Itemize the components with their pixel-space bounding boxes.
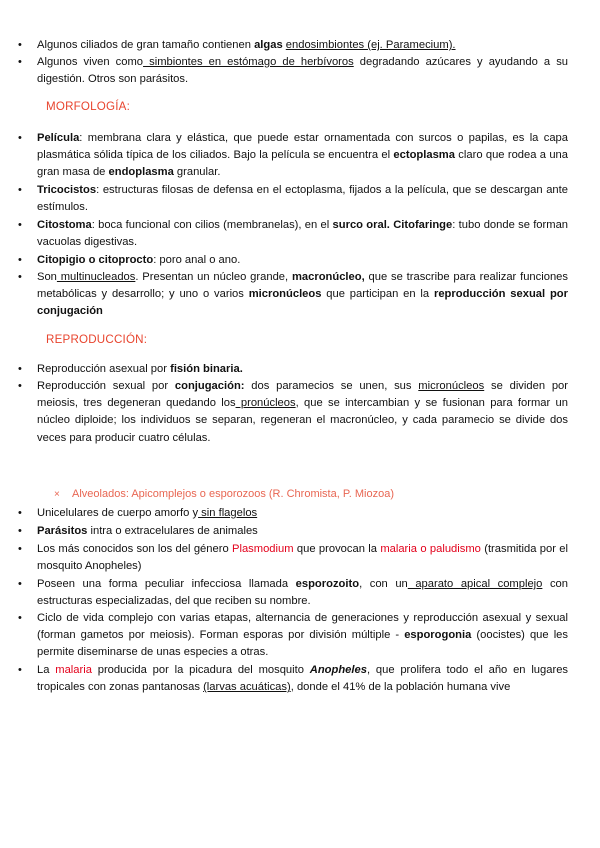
bullet-icon: • xyxy=(18,578,22,590)
list-item xyxy=(18,361,568,378)
list-item xyxy=(18,541,568,575)
paragraph: Unicelulares de cuerpo amorfo y sin flagelos xyxy=(37,507,258,519)
section-heading-reproduccion: REPRODUCCIÓN: xyxy=(46,333,148,346)
paragraph: Ciclo de vida complejo con varias etapas, alternancia de generaciones y reproducción asexual y sexual (forman gametos por meiosis). Forman esporas por división múltiple - esporogonia (oocistes) que les permite diseminarse de unas especies a otras. xyxy=(37,612,568,659)
list-item xyxy=(18,269,568,321)
bullet-icon: • xyxy=(18,380,22,392)
list-item xyxy=(18,130,568,182)
paragraph: Poseen una forma peculiar infecciosa llamada esporozoito, con un aparato apical complejo con estructuras especializadas, del que reciben su nombre. xyxy=(37,578,568,608)
bullet-icon: • xyxy=(18,184,22,196)
paragraph: Reproducción asexual por fisión binaria. xyxy=(37,363,243,375)
paragraph: Parásitos intra o extracelulares de animales xyxy=(37,525,258,537)
section-heading-morfologia: MORFOLOGÍA: xyxy=(46,100,131,113)
list-item xyxy=(18,217,568,251)
bullet-icon: • xyxy=(18,507,22,519)
list-item xyxy=(18,378,568,447)
paragraph: Los más conocidos son los del género Plasmodium que provocan la malaria o paludismo (trasmitida por el mosquito Anopheles) xyxy=(37,543,568,573)
paragraph: Algunos ciliados de gran tamaño contienen algas endosimbiontes (ej. Paramecium). xyxy=(37,39,456,51)
paragraph: Película: membrana clara y elástica, que puede estar ornamentada con surcos o papilas, es la capa plasmática sólida típica de los ciliados. Bajo la película se encuentra el ectoplasma claro que rodea a una gran masa de endoplasma granular. xyxy=(37,132,568,179)
list-item xyxy=(18,576,568,610)
list-item xyxy=(18,252,568,269)
bullet-icon: • xyxy=(18,271,22,283)
x-marker-icon: × xyxy=(54,489,60,500)
bullet-icon: • xyxy=(18,219,22,231)
bullet-icon: • xyxy=(18,39,22,51)
paragraph: Tricocistos: estructuras filosas de defensa en el ectoplasma, fijados a la película, que se descargan ante estímulos. xyxy=(37,184,568,214)
list-item xyxy=(18,37,568,54)
bullet-icon: • xyxy=(18,612,22,624)
paragraph: Citopigio o citoprocto: poro anal o ano. xyxy=(37,254,241,266)
list-item xyxy=(18,182,568,216)
list-item xyxy=(18,610,568,662)
bullet-icon: • xyxy=(18,664,22,676)
subsection-heading-alveolados: × Alveolados: Apicomplejos o esporozoos (R. Chromista, P. Miozoa) xyxy=(54,488,395,500)
bullet-icon: • xyxy=(18,525,22,537)
list-item xyxy=(18,662,568,696)
list-item xyxy=(18,505,568,522)
list-item xyxy=(18,523,568,540)
bullet-icon: • xyxy=(18,56,22,68)
bullet-icon: • xyxy=(18,543,22,555)
list-item xyxy=(18,54,568,88)
paragraph: Reproducción sexual por conjugación: dos paramecios se unen, sus micronúcleos se dividen por meiosis, tres degeneran quedando los pronúcleos, que se intercambian y se fusionan para formar un núcleo diploide; los individuos se separan, regeneran el macronúcleo, y cada paramecio se divide dos veces para producir cuatro células. xyxy=(37,380,568,444)
paragraph: Citostoma: boca funcional con cilios (membranelas), en el surco oral. Citofaringe: tubo donde se forman vacuolas digestivas. xyxy=(37,219,569,249)
bullet-icon: • xyxy=(18,363,22,375)
bullet-icon: • xyxy=(18,132,22,144)
bullet-icon: • xyxy=(18,254,22,266)
paragraph: Son multinucleados. Presentan un núcleo grande, macronúcleo, que se trascribe para realizar funciones metabólicas y desarrollo; y uno o varios micronúcleos que participan en la reproducción sexual por conjugación xyxy=(37,271,568,318)
paragraph: Algunos viven como simbiontes en estómago de herbívoros degradando azúcares y ayudando a su digestión. Otros son parásitos. xyxy=(37,56,569,86)
paragraph: La malaria producida por la picadura del mosquito Anopheles, que prolifera todo el año en lugares tropicales con zonas pantanosas (larvas acuáticas), donde el 41% de la población humana vive xyxy=(37,664,569,694)
